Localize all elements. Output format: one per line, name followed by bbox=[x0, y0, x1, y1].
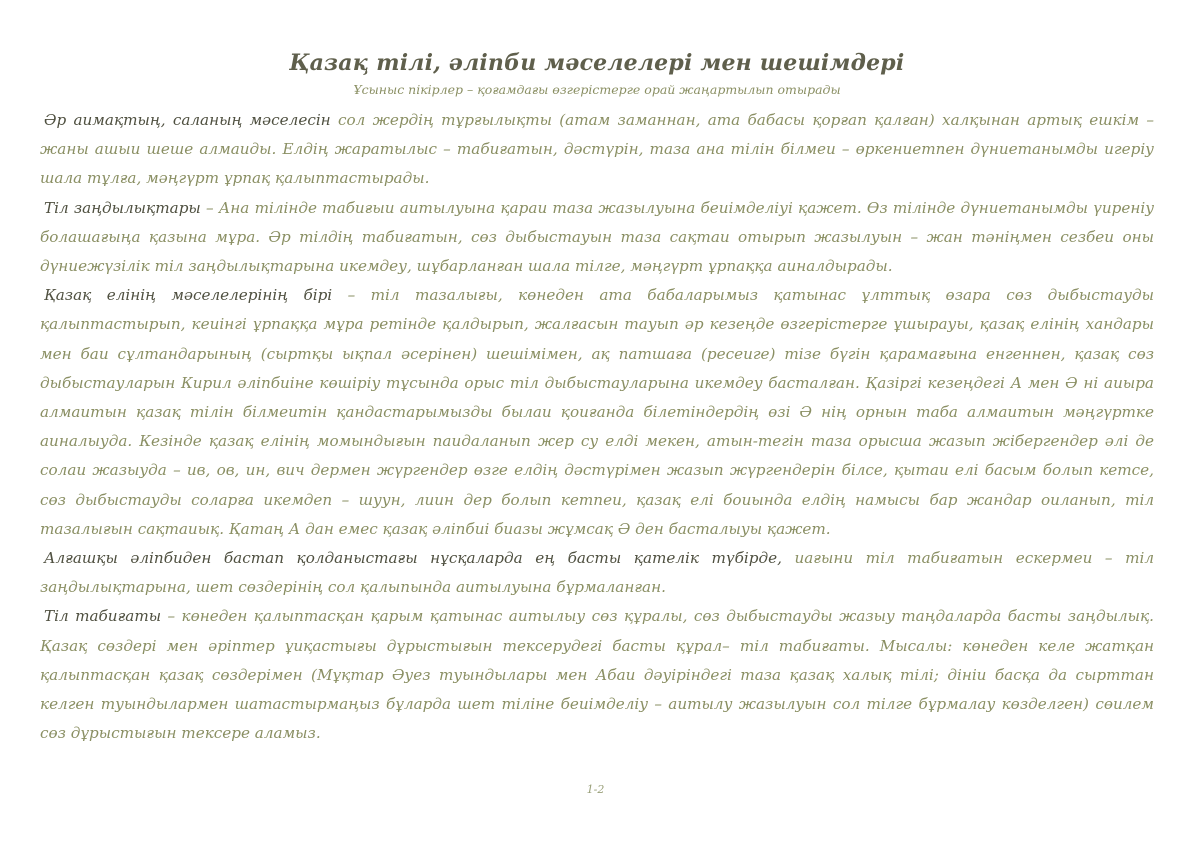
paragraph-text: – тіл тазалығы, көнеден ата бабаларымыз қатынас ұлттық өзара сөз дыбыстауды қалыптастырып, кеиінгі ұрпаққа мұра ретінде қалдырып, жалғасын тауып әр кезеңде өзгерістерге ұшырауы, қазақ елінің хандары мен баи сұлтандарының (сыртқы ықпал әсерінен) шешімімен, ақ патшаға (ресеиге) тізе бүгін қарамағына енгеннен, қазақ сөз дыбыстауларын Кирил әліпбиіне көшіріу тұсында орыс тіл дыбыстауларына икемдеу басталған. Қазіргі кезеңдегі А мен Ә ні аиыра алмаитын қазақ тілін білмеитін қандастарымызды былаи қоиғанда білетіндердің өзі Ә нің орнын таба алмаитын мәңгүртке аиналыуда. Кезінде қазақ елінің момындығын паидаланып жер су елді мекен, атын-тегін таза орысша жазып жібергендер әлі де солаи жазыуда – ив, ов, ин, вич дермен жүргендер өзге елдің дәстүрімен жазып жүргендерін білсе, қытаи елі басым болып кетсе, сөз дыбыстауды соларға икемдеп – шуун, лиин дер болып кетпеи, қазақ елі боиында елдің намысы бар жандар оиланып, тіл тазалығын сақтаиық. Қатаң А дан емес қазақ әліпбиі биазы жұмсақ Ә ден басталыуы қажет. bbox=[40, 286, 1154, 538]
paragraph-text: иағыни тіл табиғатын ескермеи – тіл заңдылықтарына, шет сөздерінің сол қалыпында аитылуына бұрмаланған. bbox=[40, 549, 1154, 597]
paragraph-lead: Тіл табиғаты bbox=[44, 607, 162, 626]
document-page bbox=[40, 46, 1154, 748]
page-number: 1-2 bbox=[586, 783, 605, 796]
paragraph-lead: Әр аимақтың, саланың мәселесін bbox=[44, 111, 331, 129]
paragraph-alphabet-errors bbox=[40, 544, 1154, 602]
document-subtitle: Ұсыныс пікірлер – қоғамдағы өзгерістерге орай жаңартылып отырады bbox=[353, 82, 841, 97]
paragraph-lead: Алғашқы әліпбиден бастап қолданыстағы нұсқаларда ең басты қателік түбірде, bbox=[44, 549, 782, 568]
paragraph-text: – көнеден қалыптасқан қарым қатынас аитылыу сөз құралы, сөз дыбыстауды жазыу таңдаларда басты заңдылық. Қазақ сөздері мен әріптер ұиқастығы дұрыстығын тексерудегі басты құрал– тіл табиғаты. Мысалы: көнеден келе жатқан қалыптасқан қазақ сөздерімен (Мұқтар Әуез туындылары мен Абаи дәуіріндегі таза қазақ халық тілі; дініи басқа да сырттан келген туындылармен шатастырмаңыз бұларда шет тіліне беиімделіу – аитылу жазылуын сол тілге бұрмалау көзделген) сөилем сөз дұрыстығын тексере аламыз. bbox=[40, 607, 1154, 743]
paragraph-language-laws bbox=[40, 194, 1154, 282]
paragraph-text: сол жердің тұрғылықты (атам заманнан, ата бабасы қорғап қалған) халқынан артық ешкім – жаны ашыи шеше алмаиды. Елдің жаратылыс – табиғатын, дәстүрін, таза ана тілін білмеи – өркениетпен дүниетанымды игеріу шала тұлға, мәңгүрт ұрпақ қалыптастырады. bbox=[40, 111, 1154, 188]
paragraph-kazakh-issues bbox=[40, 281, 1154, 544]
paragraph-lead: Қазақ елінің мәселелерінің бірі bbox=[44, 286, 333, 305]
paragraph-lead: Тіл заңдылықтары bbox=[44, 198, 201, 217]
document-title: Қазақ тілі, әліпби мәселелері мен шешімдері bbox=[289, 50, 905, 76]
paragraph-language-nature bbox=[40, 602, 1154, 748]
paragraph-text: – Ана тілінде табиғыи аитылуына қараи таза жазылуына беиімделіуі қажет. Өз тілінде дүниетанымды үиреніу болашағыңа қазына мұра. Әр тілдің табиғатын, сөз дыбыстауын таза сақтаи отырып жазылуын – жан тәніңмен сезбеи оны дүниежүзілік тіл заңдылықтарына икемдеу, шұбарланған шала тілге, мәңгүрт ұрпаққа аиналдырады. bbox=[40, 198, 1155, 276]
paragraph-region-issues bbox=[40, 106, 1154, 194]
